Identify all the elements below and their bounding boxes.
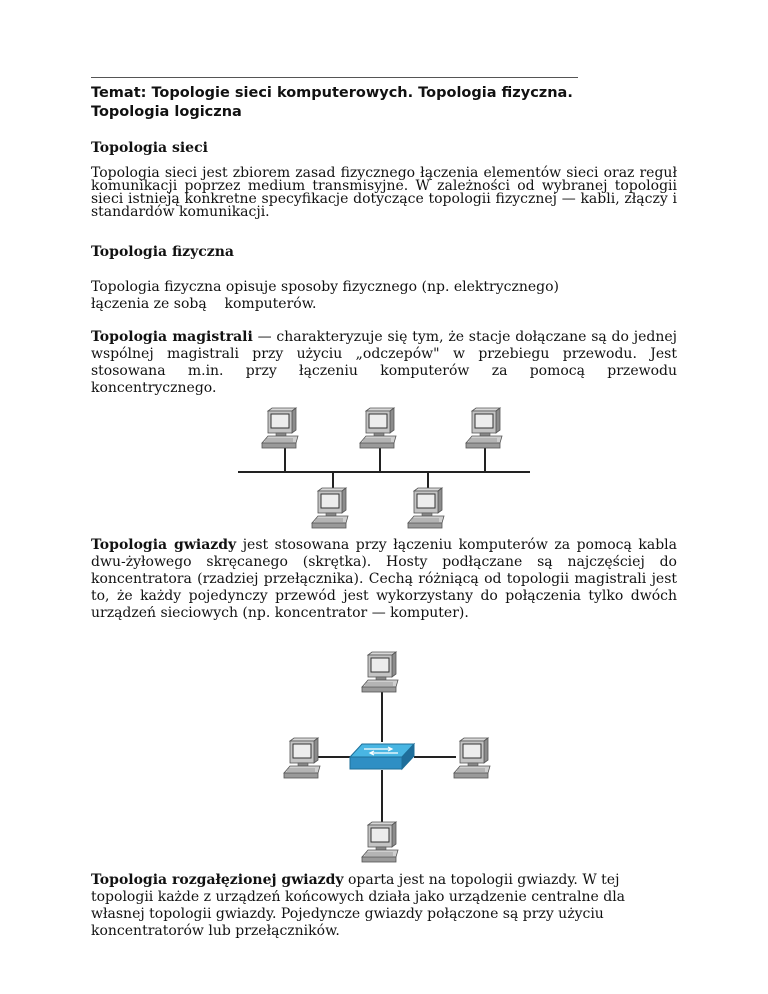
- text-rozgalezionej-gwiazdy: oparta jest na topologii gwiazdy. W tej topologii każde z urządzeń końcowych działa jako urządzenie centralne dla własnej topologii gwiazdy. Pojedyncze gwiazdy połączone są przy użyciu koncentratorów lub przełączników.: [91, 872, 626, 939]
- term-magistrali: Topologia magistrali: [91, 329, 253, 345]
- computer-icon: [284, 738, 320, 778]
- computer-icon: [362, 652, 398, 692]
- page-title: [91, 84, 651, 122]
- fizyczna-line-2: łączenia ze sobą komputerów.: [91, 296, 317, 312]
- computer-icon: [408, 488, 444, 528]
- term-gwiazdy: Topologia gwiazdy: [91, 537, 237, 553]
- term-rozgalezionej-gwiazdy: Topologia rozgałęzionej gwiazdy: [91, 872, 344, 888]
- switch-icon: [350, 744, 414, 769]
- computer-icon: [312, 488, 348, 528]
- computer-icon: [360, 408, 396, 448]
- top-rule: [91, 77, 578, 78]
- paragraph-rozgalezionej-gwiazdy: [91, 872, 677, 940]
- text-gwiazdy: jest stosowana przy łączeniu komputerów za pomocą kabla dwu-żyłowego skręcanego (skrętka). Hosty podłączane są najczęściej do koncentratora (rzadziej przełącznika). Cechą różniącą od topologii magistrali jest to, że każdy pojedynczy przewód jest wykorzystany do połączenia tylko dwóch urządzeń sieciowych (np. koncentrator — komputer).: [91, 537, 677, 621]
- computer-icon: [262, 408, 298, 448]
- computer-icon: [362, 822, 398, 862]
- paragraph-magistrali: [91, 329, 677, 397]
- text-magistrali: — charakteryzuje się tym, że stacje dołączane są do jednej wspólnej magistrali przy użyciu „odczepów" w przebiegu przewodu. Jest stosowana m.in. przy łączeniu komputerów za pomocą przewodu koncentrycznego.: [91, 329, 677, 396]
- paragraph-topologia-sieci: Topologia sieci jest zbiorem zasad fizycznego łączenia elementów sieci oraz reguł komunikacji poprzez medium transmisyjne. W zależności od wybranej topologii sieci istnieją konkretne specyfikacje dotyczące topologii fizycznej — kabli, złączy i standardów komunikacji.: [91, 165, 677, 220]
- title-line-2: Topologia logiczna: [91, 104, 242, 120]
- paragraph-topologia-fizyczna: [91, 279, 677, 313]
- title-line-1: Temat: Topologie sieci komputerowych. Topologia fizyczna.: [91, 85, 573, 101]
- paragraph-gwiazdy: [91, 537, 677, 622]
- computer-icon: [466, 408, 502, 448]
- heading-topologia-sieci: Topologia sieci: [91, 140, 208, 156]
- computer-icon: [454, 738, 490, 778]
- heading-topologia-fizyczna: Topologia fizyczna: [91, 244, 234, 260]
- fizyczna-line-1: Topologia fizyczna opisuje sposoby fizycznego (np. elektrycznego): [91, 279, 559, 295]
